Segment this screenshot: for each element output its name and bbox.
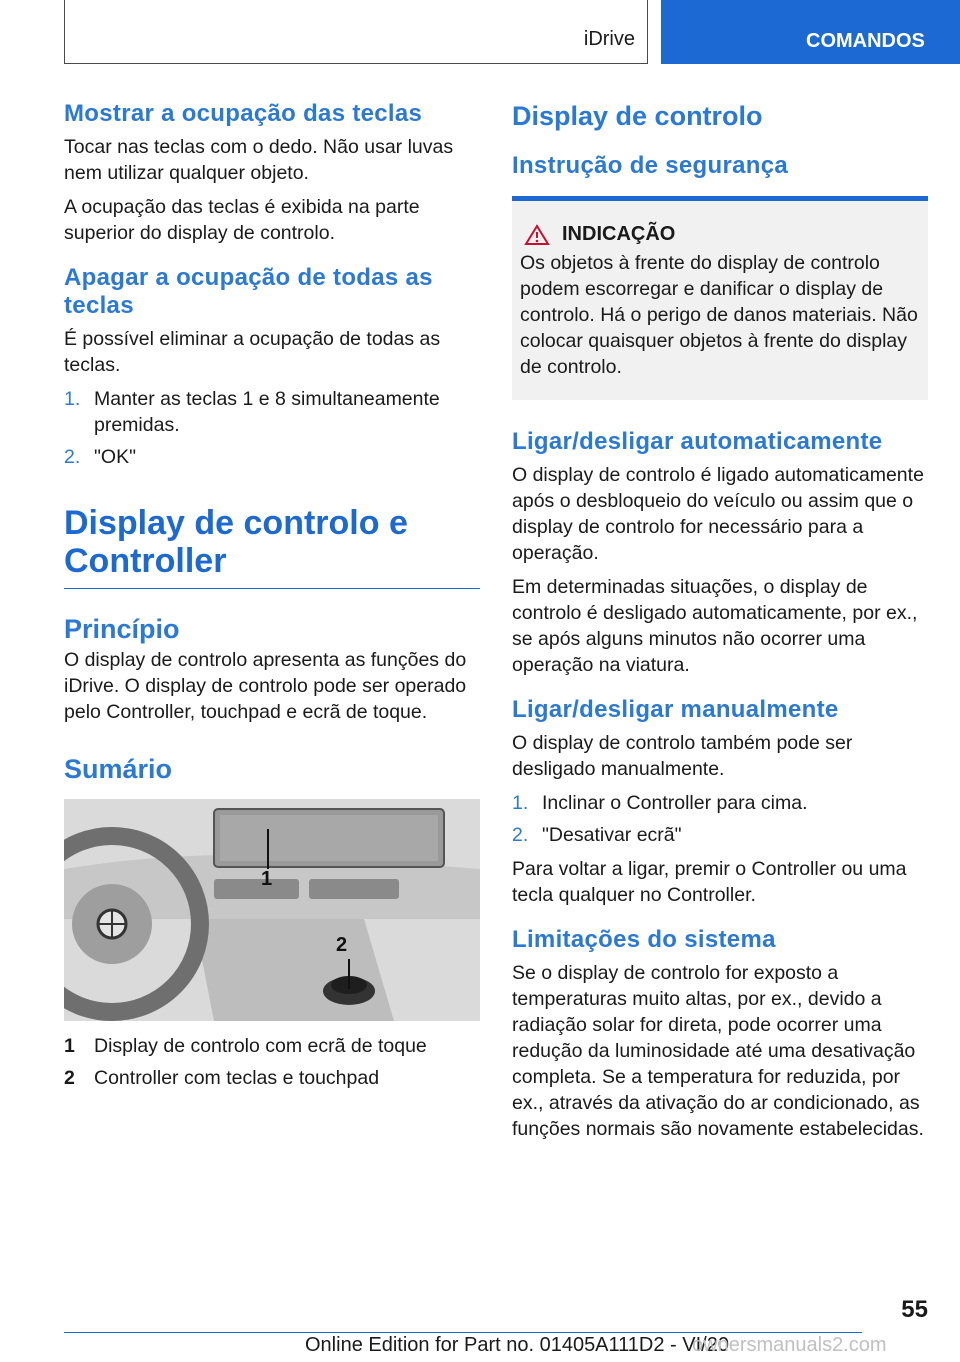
list-item <box>512 822 928 848</box>
paragraph-auto-2: Em determinadas situações, o display de controlo é desligado automaticamente, por ex., se após alguns minutos não ocorrer uma operação na viatura. <box>512 576 918 676</box>
heading-manual: Ligar/desligar manualmente <box>512 696 839 723</box>
step-text: "Desativar ecrã" <box>542 824 682 846</box>
page-number: 55 <box>901 1296 928 1323</box>
step-number: 1. <box>64 388 81 410</box>
paragraph-principle: O display de controlo apresenta as funções do iDrive. O display de controlo pode ser operado pelo Controller, touchpad e ecrã de toque. <box>64 649 467 723</box>
heading-principle: Princípio <box>64 614 180 644</box>
paragraph-touch: Tocar nas teclas com o dedo. Não usar luvas nem utilizar qualquer objeto. <box>64 136 454 184</box>
callout-2: 2 <box>336 934 348 956</box>
step-number: 1. <box>512 792 529 814</box>
footer-watermark: ownersmanuals2.com <box>692 1334 887 1356</box>
heading-show-keys: Mostrar a ocupação das teclas <box>64 100 423 127</box>
heading-limits: Limitações do sistema <box>512 926 776 953</box>
heading-main-display-controller: Display de controlo e Controller <box>64 504 480 589</box>
list-item <box>64 386 480 438</box>
heading-auto: Ligar/desligar automaticamente <box>512 428 883 455</box>
left-column <box>64 100 480 1097</box>
legend-number: 2 <box>64 1067 75 1089</box>
warning-title: INDICAÇÃO <box>562 223 676 245</box>
warning-box <box>512 196 928 400</box>
warning-triangle-icon <box>524 224 550 246</box>
paragraph-manual-2: Para voltar a ligar, premir o Controller ou uma tecla qualquer no Controller. <box>512 858 907 906</box>
steps-delete <box>64 386 480 470</box>
legend-text: Display de controlo com ecrã de toque <box>94 1035 427 1057</box>
figure-legend <box>64 1033 480 1091</box>
footer-divider <box>64 1332 862 1333</box>
header-chapter-tab: COMANDOS <box>661 0 960 64</box>
legend-number: 1 <box>64 1035 75 1057</box>
paragraph-displayed: A ocupação das teclas é exibida na parte superior do display de controlo. <box>64 196 420 244</box>
cockpit-illustration <box>64 799 480 1021</box>
heading-overview: Sumário <box>64 754 173 784</box>
step-text: "OK" <box>94 446 137 468</box>
list-item <box>512 790 928 816</box>
heading-delete-keys: Apagar a ocupação de todas as teclas <box>64 264 433 319</box>
legend-text: Controller com teclas e touchpad <box>94 1067 380 1089</box>
heading-display: Display de controlo <box>512 101 763 131</box>
right-column <box>512 100 928 1150</box>
warning-text: Os objetos à frente do display de controlo podem escorregar e danificar o display de controlo. Há o perigo de danos materiais. Não colocar quaisquer objetos à frente do display de controlo. <box>520 252 918 378</box>
callout-1: 1 <box>261 868 273 890</box>
paragraph-possible: É possível eliminar a ocupação de todas as teclas. <box>64 328 441 376</box>
steps-manual <box>512 790 928 848</box>
cockpit-drawing <box>64 799 480 1021</box>
header-section-title: iDrive <box>583 28 635 50</box>
heading-safety: Instrução de segurança <box>512 152 789 179</box>
header-section-box <box>64 0 648 64</box>
warning-header <box>520 223 920 246</box>
paragraph-limits: Se o display de controlo for exposto a temperaturas muito altas, por ex., devido a radiação solar for direta, pode ocorrer uma redução da luminosidade até uma desativação completa. Se a temperatura for reduzida, por ex., através da ativação do ar condicionado, as funções normais são novamente estabelecidas. <box>512 962 924 1140</box>
paragraph-auto-1: O display de controlo é ligado automaticamente após o desbloqueio do veículo ou assim que o display de controlo for necessário para a operação. <box>512 464 924 564</box>
list-item <box>64 1065 480 1091</box>
step-number: 2. <box>64 446 81 468</box>
step-number: 2. <box>512 824 529 846</box>
footer-edition: Online Edition for Part no. 01405A111D2 - VI/20 <box>305 1334 729 1356</box>
paragraph-manual: O display de controlo também pode ser desligado manualmente. <box>512 732 853 780</box>
step-text: Inclinar o Controller para cima. <box>542 792 808 814</box>
step-text: Manter as teclas 1 e 8 simultaneamente premidas. <box>94 388 440 436</box>
list-item <box>64 444 480 470</box>
list-item <box>64 1033 480 1059</box>
